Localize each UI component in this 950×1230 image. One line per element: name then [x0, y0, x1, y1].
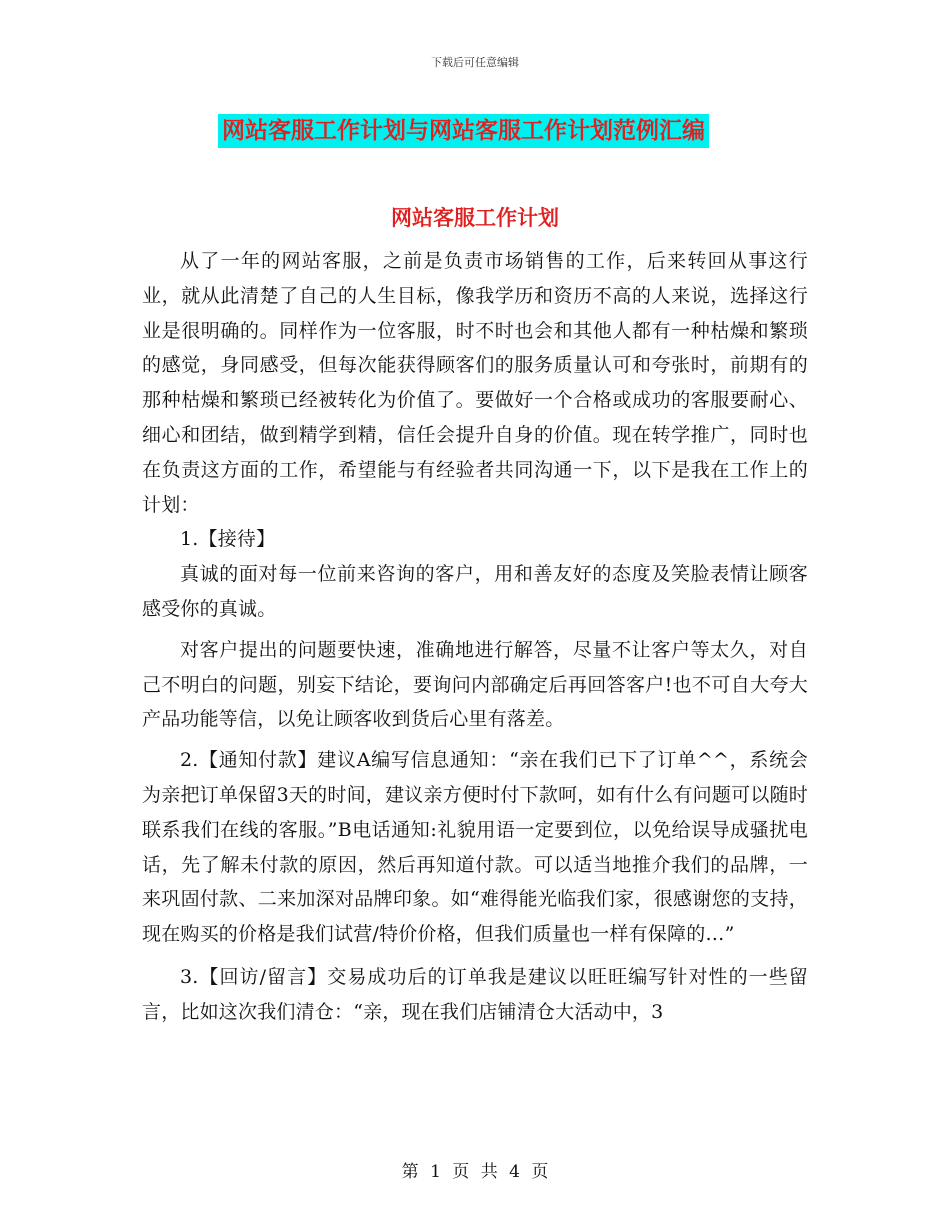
document-title: 网站客服工作计划与网站客服工作计划范例汇编 — [218, 114, 709, 148]
paragraph-answer-questions: 对客户提出的问题要快速，准确地进行解答，尽量不让客户等太久，对自己不明白的问题，别妄下结论，要询问内部确定后再回答客户!也不可自大夸大产品功能等信，以免让顾客收到货后心里有落差。 — [142, 638, 808, 731]
header-note: 下载后可任意编辑 — [431, 56, 519, 69]
paragraph-follow-up: 3.【回访/留言】交易成功后的订单我是建议以旺旺编写针对性的一些留言，比如这次我们清仓：“亲，现在我们店铺清仓大活动中，3 — [142, 965, 808, 1023]
paragraph-payment-notice: 2.【通知付款】建议A编写信息通知：“亲在我们已下了订单^^，系统会为亲把订单保留3天的时间，建议亲方便时付下款呵，如有什么有问题可以随时联系我们在线的客服。”B电话通知:礼貌用语一定要到位，以免给误导成骚扰电话，先了解未付款的原因，然后再知道付款。可以适当地推介我们的品牌，一来巩固付款、二来加深对品牌印象。如“难得能光临我们家，很感谢您的支持，现在购买的价格是我们试营/特价价格，但我们质量也一样有保障的…” — [142, 749, 808, 946]
intro-paragraph: 从了一年的网站客服，之前是负责市场销售的工作，后来转回从事这行业，就从此清楚了自己的人生目标，像我学历和资历不高的人来说，选择这行业是很明确的。同样作为一位客服，时不时也会和其他人都有一种枯燥和繁琐的感觉，身同感受，但每次能获得顾客们的服务质量认可和夸张时，前期有的那种枯燥和繁琐已经被转化为价值了。要做好一个合格或成功的客服要耐心、细心和团结，做到精学到精，信任会提升自身的价值。现在转学推广，同时也在负责这方面的工作，希望能与有经验者共同沟通一下，以下是我在工作上的计划： — [142, 250, 808, 516]
heading-reception: 1.【接待】 — [180, 528, 276, 551]
document-body — [142, 244, 808, 1030]
paragraph-sincerity: 真诚的面对每一位前来咨询的客户，用和善友好的态度及笑脸表情让顾客感受你的真诚。 — [142, 563, 808, 620]
section-title: 网站客服工作计划 — [391, 206, 559, 230]
page-indicator: 第 1 页 共 4 页 — [401, 1162, 549, 1182]
